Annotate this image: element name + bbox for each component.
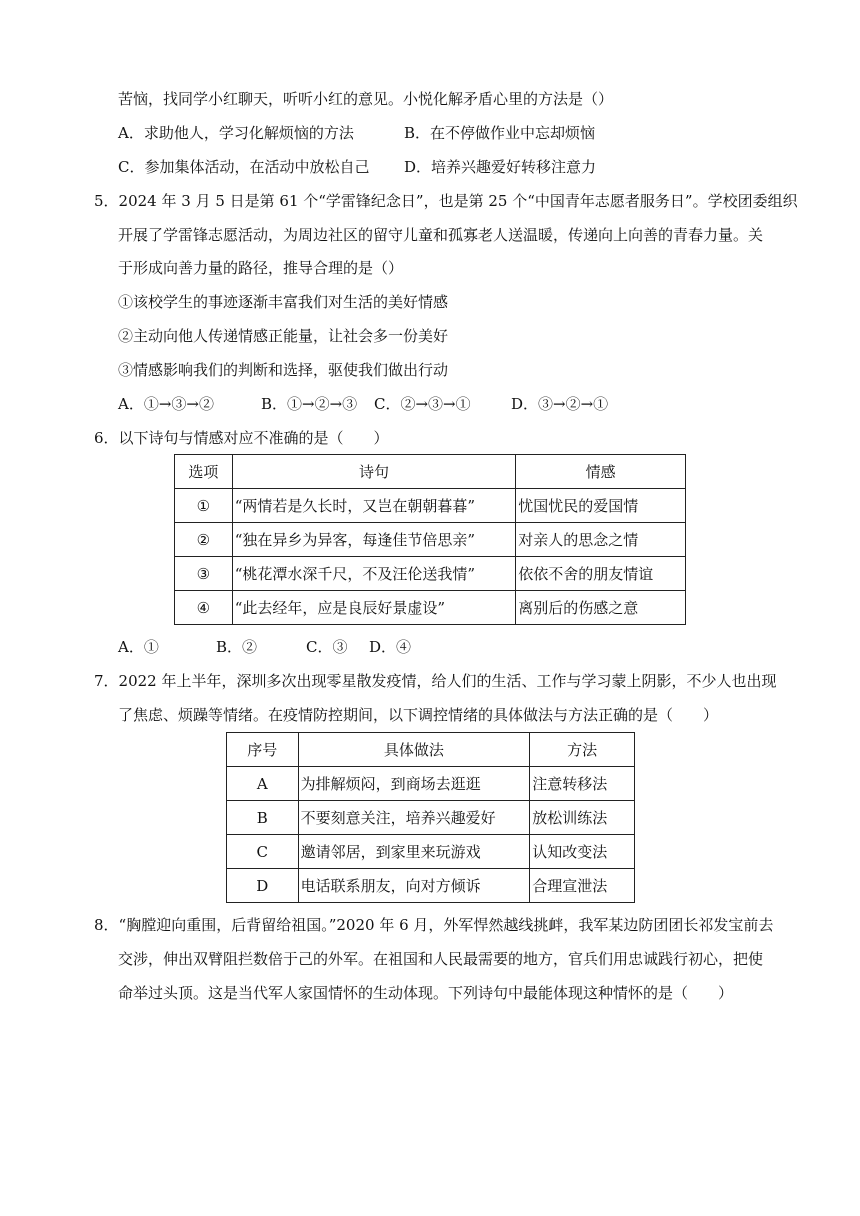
q4-stem-tail: 苦恼，找同学小红聊天，听听小红的意见。小悦化解矛盾心里的方法是（） bbox=[118, 90, 614, 108]
table-row bbox=[227, 835, 635, 869]
q6-cell-emotion: 忧国忧民的爱国情 bbox=[516, 489, 686, 523]
q6-cell-emotion: 离别后的伤感之意 bbox=[516, 591, 686, 625]
q7-stem-line-2: 了焦虑、烦躁等情绪。在疫情防控期间，以下调控情绪的具体做法与方法正确的是（ ） bbox=[118, 706, 719, 724]
q6-header-poem: 诗句 bbox=[232, 455, 516, 489]
q5-stem-line-3: 于形成向善力量的路径，推导合理的是（） bbox=[118, 259, 404, 277]
q7-cell-method: 认知改变法 bbox=[530, 835, 635, 869]
q6-cell-poem: “此去经年，应是良辰好景虚设” bbox=[232, 591, 516, 625]
q6-header-emotion: 情感 bbox=[516, 455, 686, 489]
q5-item-3: ③情感影响我们的判断和选择，驱使我们做出行动 bbox=[118, 361, 449, 379]
q6-option-b: B．② bbox=[216, 638, 258, 656]
q5-stem-line-2: 开展了学雷锋志愿活动，为周边社区的留守儿童和孤寡老人送温暖，传递向上向善的青春力量。关 bbox=[118, 226, 764, 244]
q7-cell-method: 放松训练法 bbox=[530, 801, 635, 835]
table-row bbox=[175, 489, 686, 523]
q6-cell-option: ④ bbox=[175, 591, 233, 625]
q6-cell-option: ② bbox=[175, 523, 233, 557]
q6-cell-poem: “独在异乡为异客，每逢佳节倍思亲” bbox=[232, 523, 516, 557]
q6-cell-option: ① bbox=[175, 489, 233, 523]
q6-cell-emotion: 对亲人的思念之情 bbox=[516, 523, 686, 557]
q7-table bbox=[226, 732, 635, 903]
q6-table-header bbox=[175, 455, 686, 489]
q7-header-method: 方法 bbox=[530, 733, 635, 767]
q5-stem-line-1: 5．2024 年 3 月 5 日是第 61 个“学雷锋纪念日”，也是第 25 个“中国青年志愿者服务日”。学校团委组织 bbox=[94, 192, 798, 210]
q6-option-a: A．① bbox=[118, 638, 159, 656]
table-row bbox=[175, 557, 686, 591]
table-row bbox=[175, 523, 686, 557]
q7-cell-practice: 为排解烦闷，到商场去逛逛 bbox=[298, 767, 530, 801]
q4-option-a: A．求助他人，学习化解烦恼的方法 bbox=[118, 124, 354, 142]
q7-stem-line-1: 7．2022 年上半年，深圳多次出现零星散发疫情，给人们的生活、工作与学习蒙上阴影，不少人也出现 bbox=[94, 672, 777, 690]
q4-option-d: D．培养兴趣爱好转移注意力 bbox=[404, 158, 597, 176]
q6-cell-emotion: 依依不舍的朋友情谊 bbox=[516, 557, 686, 591]
q4-option-c: C．参加集体活动，在活动中放松自己 bbox=[118, 158, 370, 176]
table-row bbox=[227, 869, 635, 903]
q6-cell-option: ③ bbox=[175, 557, 233, 591]
q5-option-d: D．③→②→① bbox=[511, 395, 609, 413]
q7-header-number: 序号 bbox=[227, 733, 299, 767]
q6-option-c: C．③ bbox=[306, 638, 348, 656]
q6-stem: 6．以下诗句与情感对应不准确的是（ ） bbox=[94, 429, 389, 447]
q7-cell-practice: 不要刻意关注，培养兴趣爱好 bbox=[298, 801, 530, 835]
q5-item-1: ①该校学生的事迹逐渐丰富我们对生活的美好情感 bbox=[118, 293, 449, 311]
q7-table-header bbox=[227, 733, 635, 767]
table-row bbox=[227, 801, 635, 835]
q7-cell-practice: 邀请邻居，到家里来玩游戏 bbox=[298, 835, 530, 869]
q7-header-practice: 具体做法 bbox=[298, 733, 530, 767]
q8-stem-line-2: 交涉，伸出双臂阻拦数倍于己的外军。在祖国和人民最需要的地方，官兵们用忠诚践行初心，把使 bbox=[118, 950, 764, 968]
q5-option-b: B．①→②→③ bbox=[261, 395, 358, 413]
q7-cell-number: A bbox=[227, 767, 299, 801]
q5-item-2: ②主动向他人传递情感正能量，让社会多一份美好 bbox=[118, 327, 449, 345]
q7-cell-practice: 电话联系朋友，向对方倾诉 bbox=[298, 869, 530, 903]
q7-cell-method: 注意转移法 bbox=[530, 767, 635, 801]
q7-cell-number: C bbox=[227, 835, 299, 869]
q8-stem-line-1: 8．“胸膛迎向重围，后背留给祖国。”2020 年 6 月，外军悍然越线挑衅，我军某边防团团长祁发宝前去 bbox=[94, 916, 774, 934]
q6-cell-poem: “两情若是久长时，又岂在朝朝暮暮” bbox=[232, 489, 516, 523]
q8-stem-line-3: 命举过头顶。这是当代军人家国情怀的生动体现。下列诗句中最能体现这种情怀的是（ ） bbox=[118, 984, 734, 1002]
q5-option-a: A．①→③→② bbox=[118, 395, 214, 413]
q6-header-option: 选项 bbox=[175, 455, 233, 489]
q7-cell-number: D bbox=[227, 869, 299, 903]
table-row bbox=[175, 591, 686, 625]
q4-option-b: B．在不停做作业中忘却烦恼 bbox=[404, 124, 596, 142]
q5-option-c: C．②→③→① bbox=[374, 395, 471, 413]
q7-cell-method: 合理宣泄法 bbox=[530, 869, 635, 903]
q7-cell-number: B bbox=[227, 801, 299, 835]
table-row bbox=[227, 767, 635, 801]
q6-option-d: D．④ bbox=[369, 638, 412, 656]
q6-table bbox=[174, 454, 686, 625]
q6-cell-poem: “桃花潭水深千尺，不及汪伦送我情” bbox=[232, 557, 516, 591]
